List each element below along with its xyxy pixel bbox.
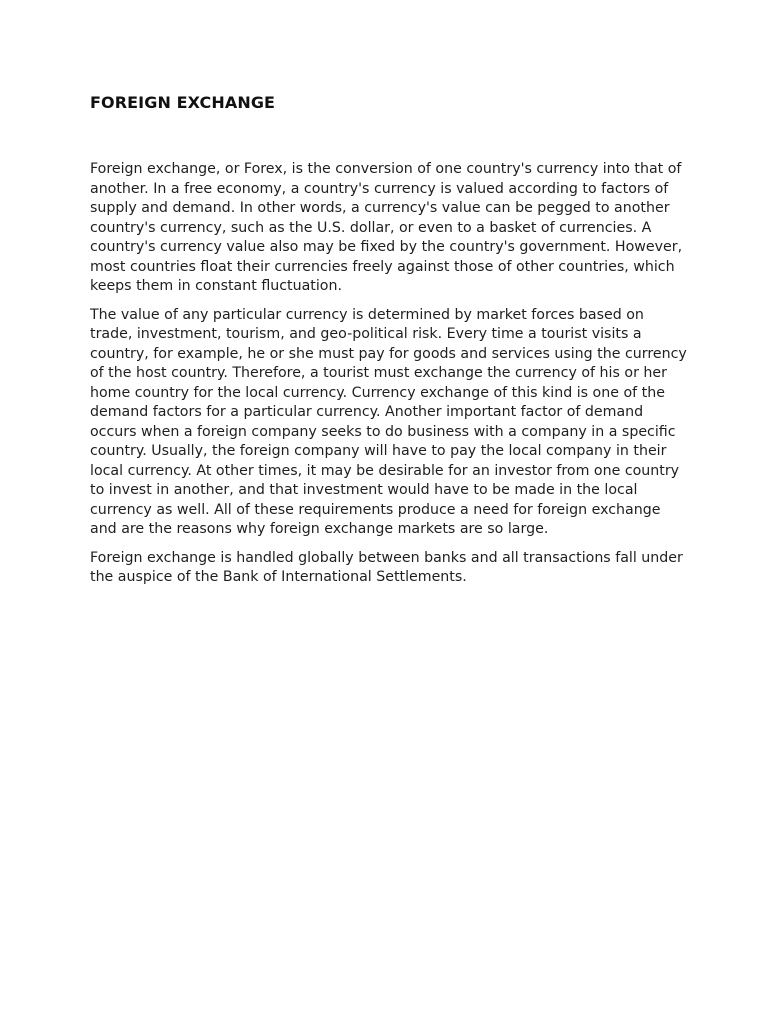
paragraph-settlements: Foreign exchange is handled globally between banks and all transactions fall under the auspice of the Bank of International Settlements.	[90, 549, 683, 585]
paragraph-definition: Foreign exchange, or Forex, is the conversion of one country's currency into that of another. In a free economy, a country's currency is valued according to factors of supply and demand. In other words, a currency's value can be pegged to another country's currency, such as the U.S. dollar, or even to a basket of currencies. A country's currency value also may be fixed by the country's government. However, most countries float their currencies freely against those of other countries, which keeps them in constant fluctuation.	[90, 161, 683, 294]
paragraph-market-forces: The value of any particular currency is determined by market forces based on trade, investment, tourism, and geo-political risk. Every time a tourist visits a country, for example, he or she must pay for goods and services using the currency of the host country. Therefore, a tourist must exchange the currency of his or her home country for the local currency. Currency exchange of this kind is one of the demand factors for a particular currency. Another important factor of demand occurs when a foreign company seeks to do business with a company in a specific country. Usually, the foreign company will have to pay the local company in their local currency. At other times, it may be desirable for an investor from one country to invest in another, and that investment would have to be made in the local currency as well. All of these requirements produce a need for foreign exchange and are the reasons why foreign exchange markets are so large.	[90, 306, 687, 537]
document-page	[90, 90, 690, 597]
document-title: FOREIGN EXCHANGE	[90, 93, 276, 112]
